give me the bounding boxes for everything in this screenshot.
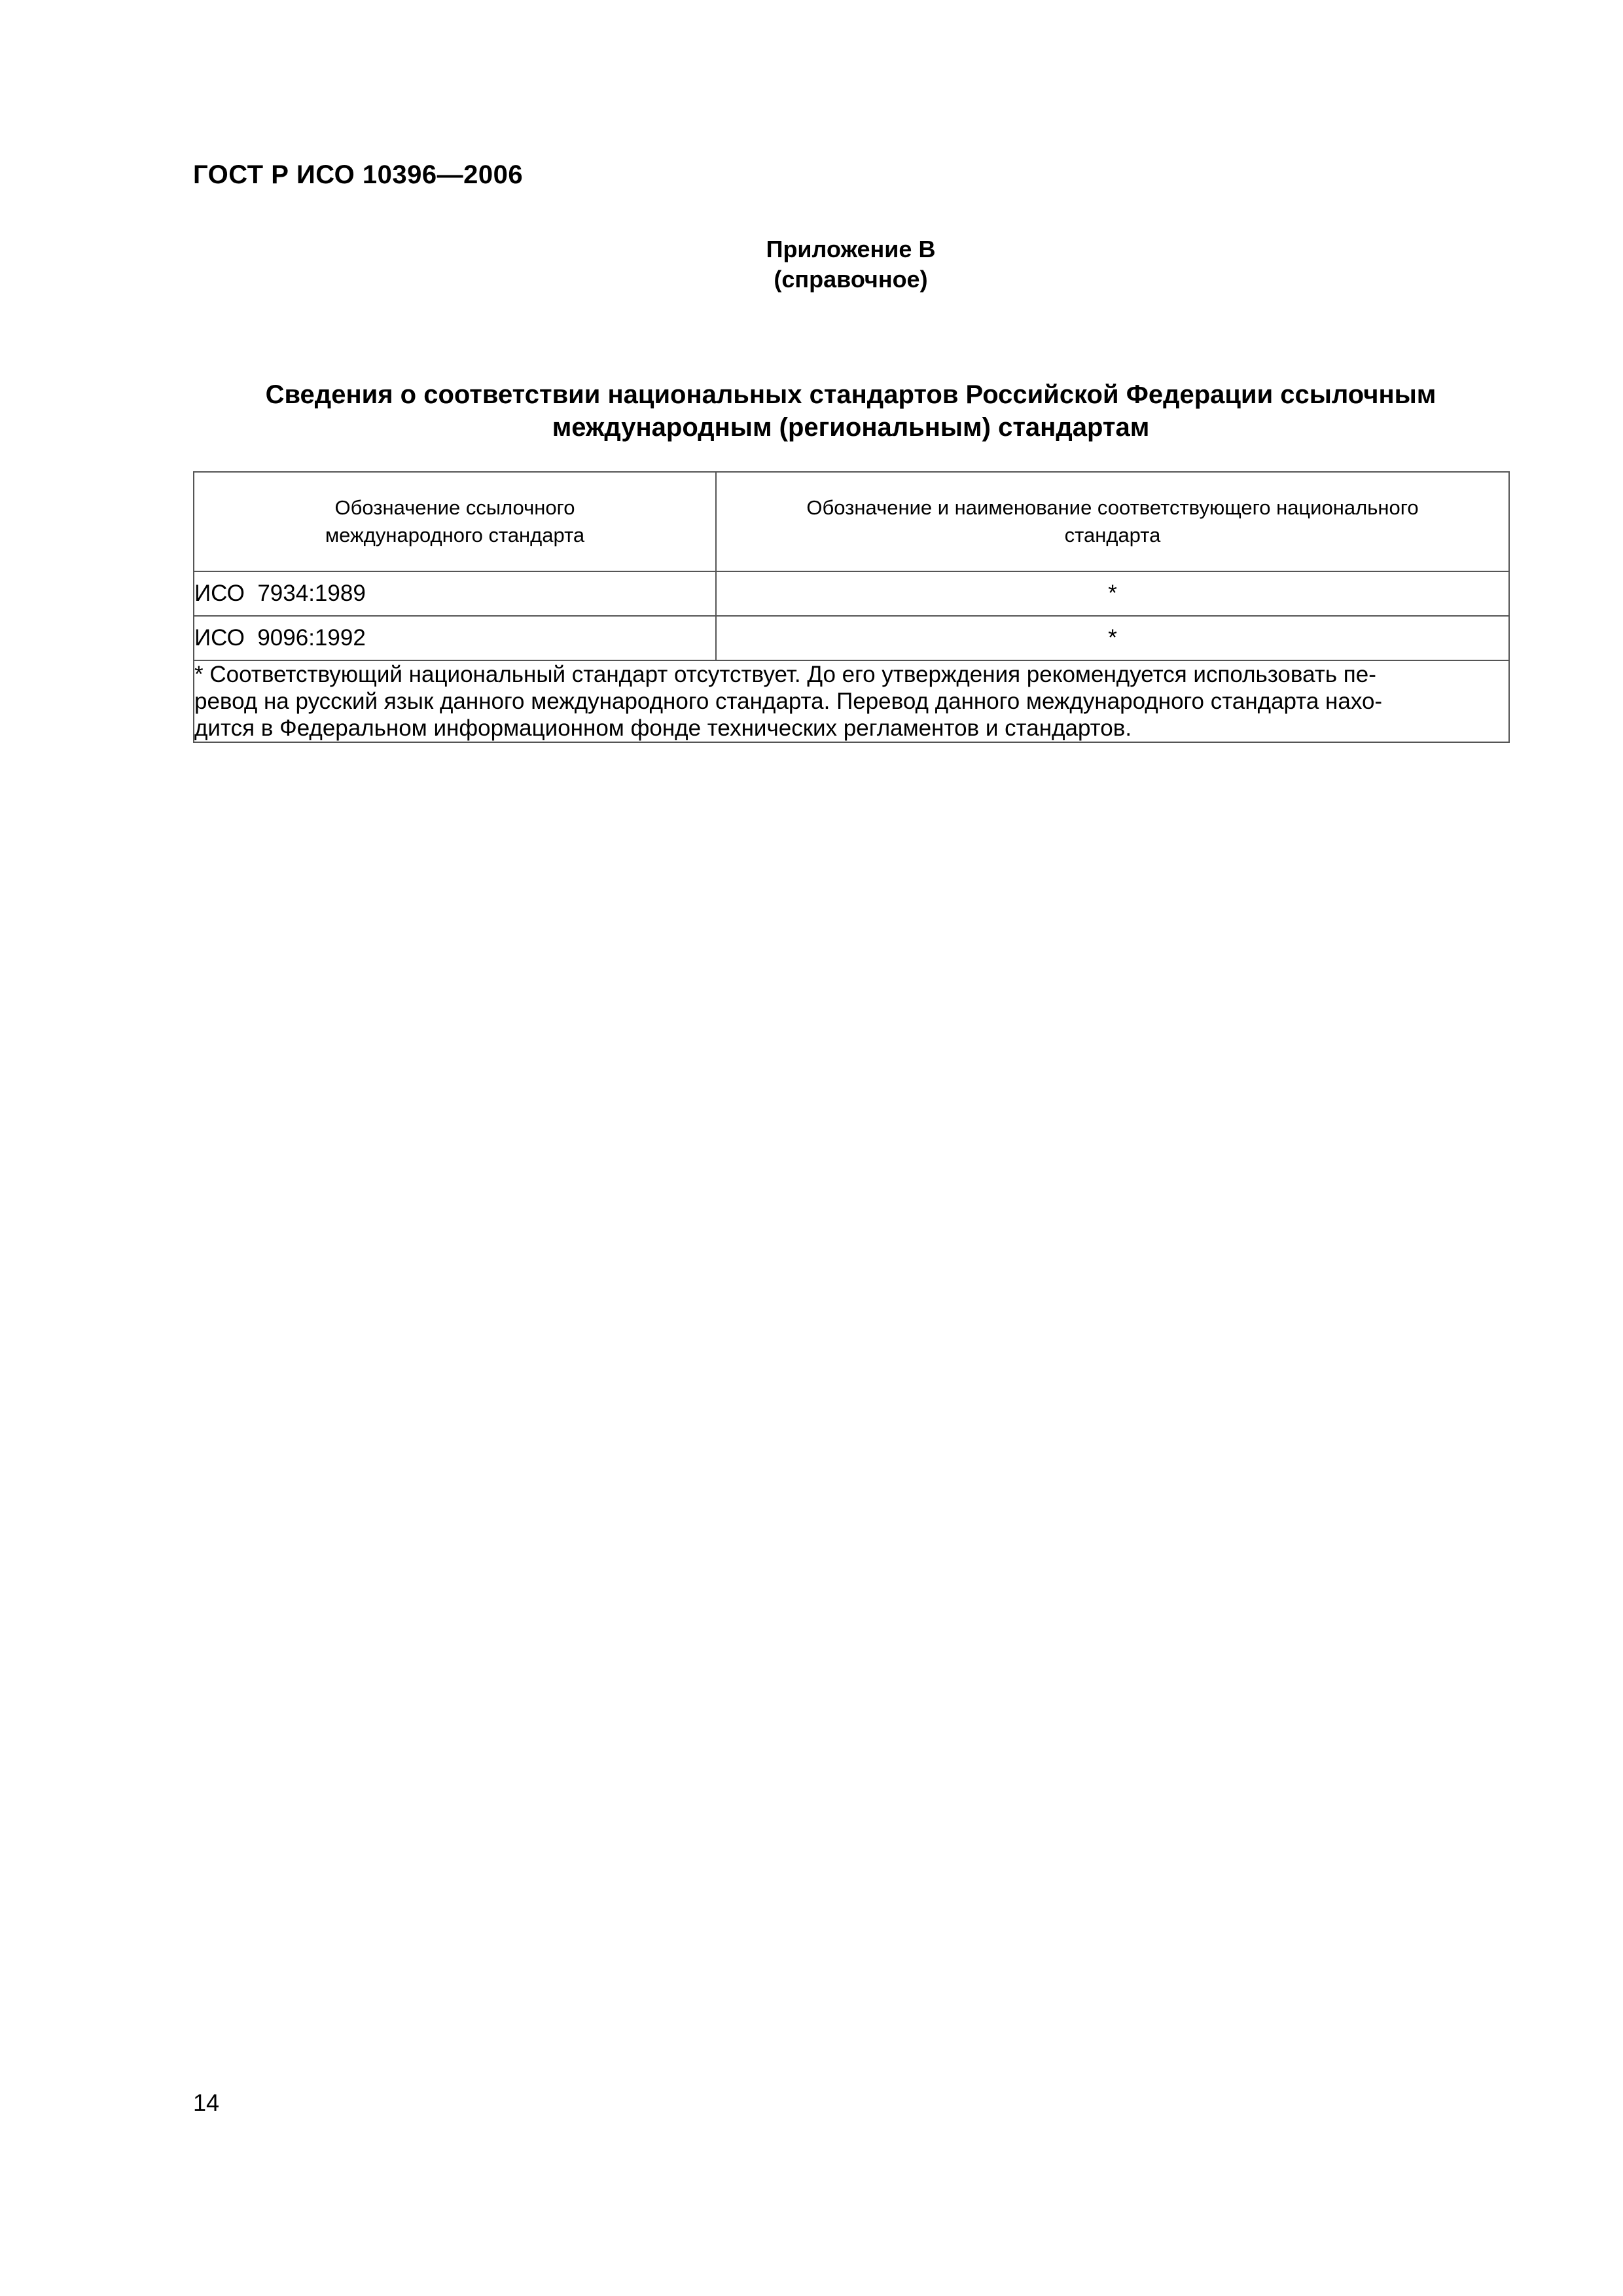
annex-status: (справочное): [774, 266, 928, 293]
column-header-line: Обозначение и наименование соответствующего национального: [806, 496, 1419, 519]
table-footnote: [194, 660, 1509, 742]
footnote-line: ревод на русский язык данного международного стандарта. Перевод данного международного стандарта нахо-: [194, 689, 1383, 714]
column-header-national: [716, 472, 1509, 571]
national-standard-cell: *: [716, 616, 1509, 660]
annex-heading: [720, 234, 982, 295]
section-title-line: Сведения о соответствии национальных стандартов Российской Федерации ссылочным: [265, 380, 1436, 409]
column-header-line: стандарта: [1064, 524, 1161, 547]
table-header-row: [194, 472, 1509, 571]
section-title-line: международным (региональным) стандартам: [552, 413, 1150, 442]
document-header: ГОСТ Р ИСО 10396—2006: [193, 160, 524, 189]
column-header-line: международного стандарта: [325, 524, 585, 547]
annex-title: Приложение В: [766, 236, 936, 262]
table-row: [194, 571, 1509, 616]
page-number: 14: [193, 2089, 220, 2116]
footnote-line: дится в Федеральном информационном фонде технических регламентов и стандартов.: [194, 715, 1132, 741]
section-title: [193, 378, 1508, 444]
national-standard-cell: *: [716, 571, 1509, 616]
footnote-line: * Соответствующий национальный стандарт отсутствует. До его утверждения рекомендуется использовать пе-: [194, 662, 1376, 687]
international-standard-cell: ИСО 9096:1992: [194, 616, 716, 660]
column-header-international: [194, 472, 716, 571]
table-footnote-row: [194, 660, 1509, 742]
international-standard-cell: ИСО 7934:1989: [194, 571, 716, 616]
table-row: [194, 616, 1509, 660]
standards-correspondence-table: [193, 471, 1510, 743]
column-header-line: Обозначение ссылочного: [334, 496, 575, 519]
